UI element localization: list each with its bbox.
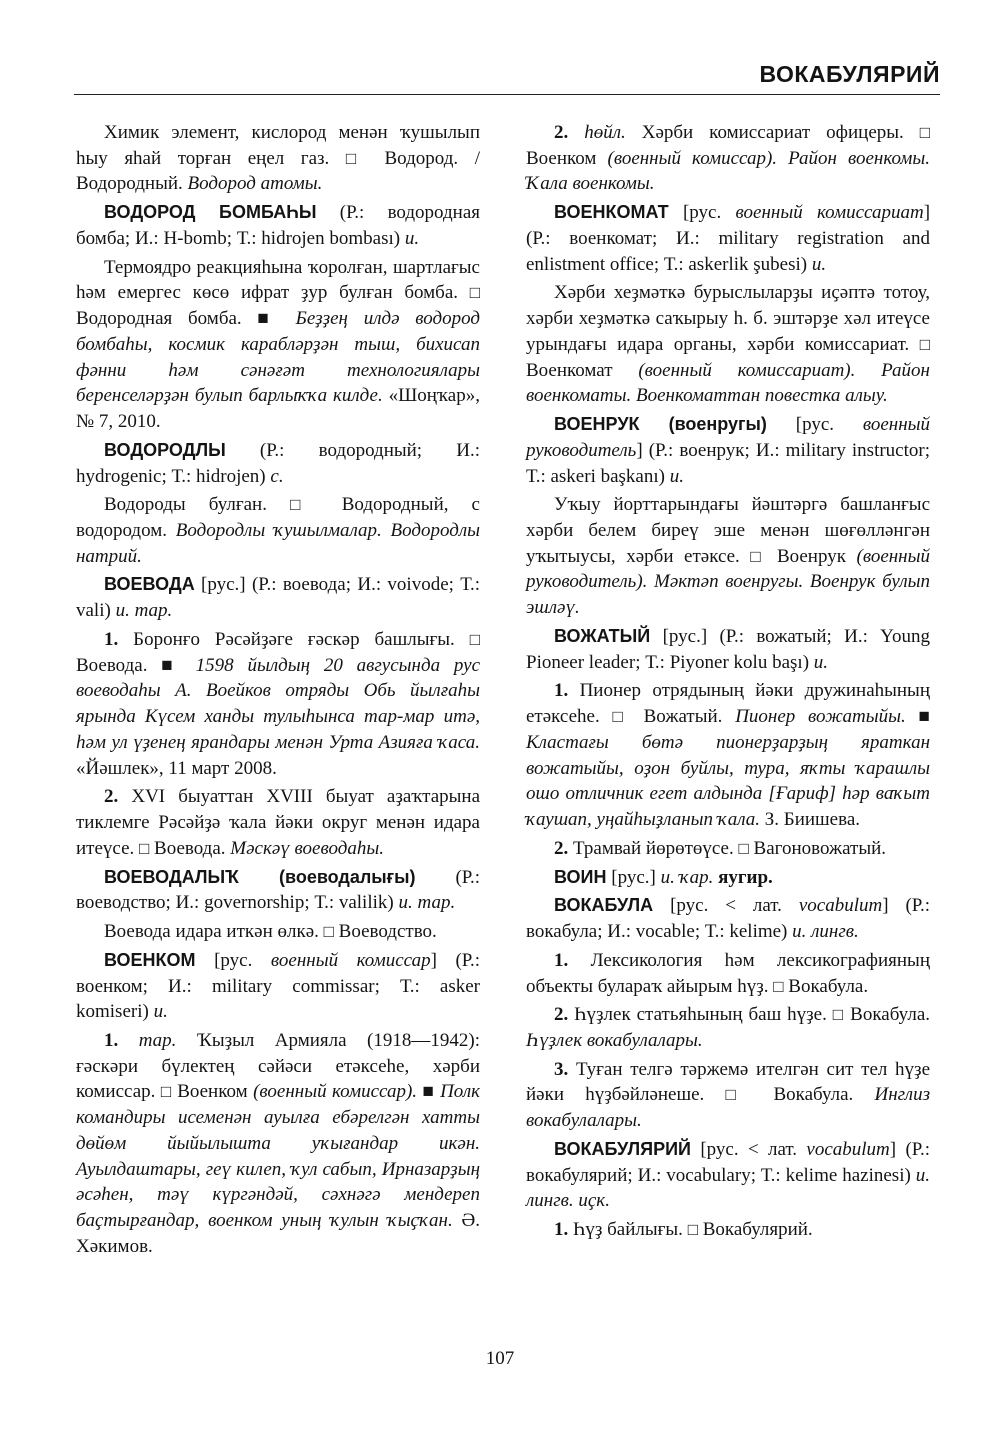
italic-text: vocabulum bbox=[806, 1138, 890, 1160]
text-run: Лексикология һәм лексикографияның объекты булараҡ айырым һүҙ. bbox=[526, 949, 930, 997]
italic-text: Һүҙлек вокабулалары. bbox=[526, 1029, 703, 1051]
italic-text: Пионер вожатыйы. bbox=[735, 706, 906, 728]
text-run: Боронғо Рәсәйҙәге ғәскәр башлығы. bbox=[118, 628, 470, 650]
headword: ВОКАБУЛЯРИЙ bbox=[554, 1138, 691, 1159]
headword: ВОЖАТЫЙ bbox=[554, 625, 651, 646]
text-run: Воевода идара иткән өлкә. bbox=[104, 921, 324, 943]
headword: ВОДОРОДЛЫ bbox=[104, 439, 226, 460]
dictionary-paragraph bbox=[76, 919, 480, 945]
bold-text: 1. bbox=[554, 949, 569, 971]
square-marker: □ bbox=[919, 123, 931, 142]
square-marker: □ bbox=[469, 629, 480, 649]
square-marker: □ bbox=[345, 148, 368, 168]
headword: ВОЕНКОМ bbox=[104, 949, 196, 970]
square-marker: □ bbox=[612, 707, 631, 727]
italic-text: военный руководитель bbox=[526, 414, 930, 461]
square-marker: □ bbox=[160, 1082, 172, 1102]
text-run: Водородная бомба. bbox=[76, 308, 258, 330]
text-run bbox=[568, 122, 584, 143]
bold-text: ■ bbox=[422, 1081, 435, 1103]
italic-text: Беҙҙең илдә водород бомбаһы, космик карабләрҙән тыш, бихисап фәнни һәм сәнәғәт технологиялары беренселәрҙән булып барлыҡҡа килде. bbox=[76, 308, 480, 407]
italic-text: и. bbox=[813, 651, 829, 673]
italic-text: vocabulum bbox=[798, 895, 883, 917]
text-run bbox=[118, 1030, 138, 1051]
text-run: (Р.: воеводство; И.: governorship; Т.: valilik) bbox=[76, 866, 480, 914]
bold-text: 2. bbox=[554, 837, 569, 859]
dictionary-paragraph bbox=[526, 280, 930, 409]
headword: ВОЕНКОМАТ bbox=[554, 202, 669, 223]
italic-text: Инглиз вокабулалары. bbox=[526, 1084, 930, 1132]
bold-text: 2. bbox=[104, 786, 119, 808]
text-run: Ә. Хәкимов. bbox=[76, 1210, 480, 1257]
text-run: Вокабула. bbox=[752, 1084, 875, 1106]
italic-text: и. bbox=[404, 227, 420, 249]
dictionary-paragraph bbox=[526, 1002, 930, 1053]
dictionary-paragraph bbox=[76, 438, 480, 489]
text-run: З. Биишева. bbox=[760, 809, 861, 831]
bold-text: ■ bbox=[257, 308, 280, 330]
text-run bbox=[906, 706, 919, 727]
dictionary-paragraph bbox=[76, 492, 480, 569]
text-run: Военрук bbox=[766, 545, 857, 567]
text-run: [рус. < лат. bbox=[653, 895, 799, 917]
text-run bbox=[280, 308, 296, 329]
italic-text: (военный руководитель). Мәктәп военругы. Военрук булып эшләү. bbox=[526, 545, 930, 619]
square-marker: □ bbox=[725, 1085, 753, 1105]
dictionary-paragraph bbox=[76, 255, 480, 435]
dictionary-paragraph bbox=[526, 948, 930, 999]
italic-text: и. тар. bbox=[115, 600, 173, 622]
text-run: Уҡыу йорттарындағы йәштәргә башланғыс хәрби белем биреү эше менән шөғөлләнгән уҡытыусы, хәрби етәксе. bbox=[526, 494, 930, 567]
italic-text: Мәскәү воеводаһы. bbox=[230, 837, 384, 859]
dictionary-paragraph bbox=[526, 893, 930, 944]
text-run: (Р.: водородный; И.: hydrogenic; Т.: hidrojen) bbox=[76, 439, 480, 487]
italic-text: Водород атомы. bbox=[187, 173, 323, 195]
italic-text: военный комиссар bbox=[270, 949, 431, 971]
header-title: ВОКАБУЛЯРИЙ bbox=[759, 61, 940, 87]
italic-text: с. bbox=[270, 465, 284, 487]
page-number: 107 bbox=[485, 1348, 515, 1369]
text-run: ] (Р.: военрук; И.: military instructor; Т.: askeri başkanı) bbox=[526, 439, 930, 487]
text-run: Военком bbox=[171, 1081, 254, 1103]
text-run: ] (Р.: военком; И.: military commissar; Т.: asker komiseri) bbox=[76, 949, 481, 1023]
dictionary-paragraph bbox=[526, 200, 930, 277]
headword: ВОКАБУЛА bbox=[554, 895, 654, 916]
italic-text: и. лингв. иҫк. bbox=[526, 1164, 930, 1212]
italic-text: и. ҡар. bbox=[660, 866, 714, 888]
square-marker: □ bbox=[290, 495, 319, 515]
italic-text: (военный комиссар). Район военкомы. Ҡала военкомы. bbox=[526, 147, 931, 195]
headword: ВОЕВОДАЛЫҠ (воеводалығы) bbox=[104, 866, 416, 887]
bold-text: 1. bbox=[104, 628, 119, 650]
text-run: [рус. bbox=[766, 414, 863, 436]
dictionary-paragraph bbox=[76, 784, 480, 861]
dictionary-paragraph bbox=[76, 120, 480, 197]
text-run: ] (Р.: вокабула; И.: vocable; Т.: kelime) bbox=[526, 895, 931, 943]
right-column bbox=[526, 120, 930, 1246]
text-run: Вокабула. bbox=[844, 1004, 930, 1026]
italic-text: и. bbox=[811, 253, 827, 275]
text-run: Термоядро реакцияһына ҡоролған, шартлағыс һәм емергес көсө ифрат ҙур булған бомба. bbox=[76, 256, 480, 304]
text-run: [рус. < лат. bbox=[691, 1138, 807, 1160]
bold-text: ■ bbox=[161, 654, 182, 676]
text-run: Химик элемент, кислород менән ҡушылып һыу яһай торған еңел газ. bbox=[76, 122, 480, 169]
italic-text: тар. bbox=[138, 1029, 177, 1051]
italic-text: Кластағы бөтә пионерҙарҙың яраткан вожатыйы, оҙон буйлы, тура, яҡты ҡарашлы ошо отличник егет алдында [Ғариф] һәр ваҡыт ҡаушап, уңайһыҙланып ҡала. bbox=[526, 731, 930, 831]
headword: ВОИН bbox=[554, 866, 607, 887]
square-marker: □ bbox=[750, 546, 767, 566]
headword: ВОЕНРУК (военругы) bbox=[554, 414, 767, 435]
dictionary-paragraph bbox=[76, 572, 480, 623]
text-run: Водород. / Водородный. bbox=[76, 147, 480, 195]
italic-text: 1598 йылдың 20 авгусында рус воеводаһы А. Воейков отряды Обь йылғаһы ярында Күсем ханды тулыһынса тар-мар итә, һәм ул үҙенең ярандары менән Урта Азияға ҡаса. bbox=[76, 654, 481, 753]
bold-text: 1. bbox=[104, 1029, 119, 1051]
bold-text: 1. bbox=[554, 1219, 569, 1241]
bold-text: яугир. bbox=[718, 866, 773, 888]
text-run: «Йәшлек», 11 март 2008. bbox=[76, 757, 277, 779]
square-marker: □ bbox=[919, 334, 930, 354]
dictionary-paragraph bbox=[526, 492, 930, 621]
square-marker: □ bbox=[469, 283, 480, 303]
headword: ВОДОРОД БОМБАҺЫ bbox=[104, 202, 317, 223]
dictionary-paragraph bbox=[526, 836, 930, 862]
italic-text: Водородлы ҡушылмалар. Водородлы натрий. bbox=[76, 520, 480, 567]
text-run: [рус.] (Р.: воевода; И.: voivode; Т.: vali) bbox=[76, 574, 480, 622]
text-run: Ҡыҙыл Армияла (1918—1942): ғәскәри бүлектең сәйәси етәксеһе, хәрби комиссар. bbox=[76, 1029, 480, 1103]
text-run: [рус.] bbox=[606, 866, 661, 888]
square-marker: □ bbox=[139, 838, 150, 858]
bold-text: 2. bbox=[554, 1004, 569, 1026]
square-marker: □ bbox=[687, 1220, 698, 1240]
text-run bbox=[182, 655, 196, 676]
text-run: Туған телгә тәржемә ителгән сит тел һүҙе йәки һүҙбәйләнеше. bbox=[526, 1058, 930, 1106]
text-run: Вокабулярий. bbox=[697, 1219, 813, 1241]
dictionary-paragraph bbox=[76, 200, 480, 251]
text-run: Водороды булған. bbox=[104, 494, 291, 516]
text-run: Военкомат bbox=[526, 359, 639, 381]
dictionary-paragraph bbox=[526, 678, 930, 832]
italic-text: военный комиссариат bbox=[735, 202, 924, 224]
text-run: Военком bbox=[526, 147, 608, 169]
headword: ВОЕВОДА bbox=[104, 574, 195, 595]
dictionary-paragraph bbox=[526, 1137, 930, 1214]
text-run: Вагоновожатый. bbox=[748, 837, 887, 859]
text-run: Пионер отрядының йәки дружинаһының етәксеһе. bbox=[526, 680, 930, 728]
text-run: Воевода. bbox=[149, 837, 231, 859]
text-run: Воевода. bbox=[76, 654, 162, 676]
text-run: Водородный, с водородом. bbox=[76, 494, 480, 542]
bold-text: ■ bbox=[918, 706, 930, 728]
italic-text: и. тар. bbox=[398, 892, 456, 914]
square-marker: □ bbox=[738, 838, 749, 858]
italic-text: һөйл. bbox=[584, 122, 626, 143]
text-run: ] (Р.: военкомат; И.: military registration and enlistment office; Т.: askerlik şubesi) bbox=[526, 202, 931, 275]
text-run: ] (Р.: вокабулярий; И.: vocabulary; Т.: kelime hazinesi) bbox=[526, 1138, 930, 1186]
dictionary-paragraph bbox=[76, 627, 480, 781]
text-run: Вокабула. bbox=[783, 975, 869, 997]
italic-text: и. bbox=[669, 465, 684, 487]
dictionary-paragraph bbox=[526, 1057, 930, 1134]
square-marker: □ bbox=[323, 922, 334, 942]
text-run: Трамвай йөрөтөүсе. bbox=[568, 837, 739, 859]
square-marker: □ bbox=[832, 1005, 845, 1025]
bold-text: 1. bbox=[554, 680, 569, 702]
dictionary-paragraph bbox=[76, 1028, 480, 1260]
text-run: [рус. bbox=[668, 202, 736, 224]
text-run: Хәрби хеҙмәткә бурыслыларҙы иҫәптә тотоу, хәрби хеҙмәткә саҡырыу һ. б. эштәрҙе хәл итеүсе урындағы идара органы, хәрби комиссариат. bbox=[526, 282, 930, 355]
text-run: Һүҙлек статьяһының баш һүҙе. bbox=[568, 1004, 833, 1026]
text-run: [рус. bbox=[195, 949, 271, 971]
italic-text: и. лингв. bbox=[792, 921, 859, 943]
dictionary-paragraph bbox=[76, 948, 480, 1025]
text-run: Һүҙ байлығы. bbox=[568, 1219, 688, 1241]
text-run: Вожатый. bbox=[630, 706, 736, 728]
bold-text: 3. bbox=[554, 1058, 569, 1080]
text-run: Хәрби комиссариат офицеры. bbox=[625, 122, 920, 143]
italic-text: (военный комиссариат). Район военкоматы. Военкоматтан повестка алыу. bbox=[526, 359, 930, 407]
running-header bbox=[74, 58, 940, 95]
bold-text: 2. bbox=[554, 122, 569, 143]
square-marker: □ bbox=[773, 976, 784, 996]
italic-text: и. bbox=[153, 1001, 168, 1023]
text-run: [рус.] (Р.: вожатый; И.: Young Pioneer leader; Т.: Piyoner kolu başı) bbox=[526, 625, 930, 673]
italic-text: Полк командиры исеменән ауылға ебәрелгән хатты дөйөм йыйылышта уҡығандар икән. Ауылдаштары, геү килеп, ҡул сабып, Ирназарҙың әсәһен, тәү күргәндәй, сәхнәгә мендереп баҫтырғандар, военком уның ҡулын ҡыҫҡан. bbox=[76, 1081, 480, 1232]
dictionary-paragraph bbox=[76, 865, 480, 916]
dictionary-paragraph bbox=[526, 120, 930, 197]
text-run: (Р.: водородная бомба; И.: H-bomb; Т.: hidrojen bombası) bbox=[76, 202, 481, 249]
text-run: XVI быуаттан XVIII быуат аҙаҡтарына тиклемге Рәсәйҙә ҡала йәки округ менән идара итеүсе. bbox=[76, 786, 480, 859]
text-run: Воеводство. bbox=[333, 921, 437, 943]
dictionary-paragraph bbox=[526, 624, 930, 675]
dictionary-paragraph bbox=[526, 865, 930, 891]
text-run: «Шоңҡар», № 7, 2010. bbox=[76, 385, 480, 433]
dictionary-paragraph bbox=[526, 412, 930, 489]
italic-text: (военный комиссар). bbox=[253, 1081, 418, 1103]
left-column bbox=[76, 120, 480, 1263]
dictionary-paragraph bbox=[526, 1217, 930, 1243]
